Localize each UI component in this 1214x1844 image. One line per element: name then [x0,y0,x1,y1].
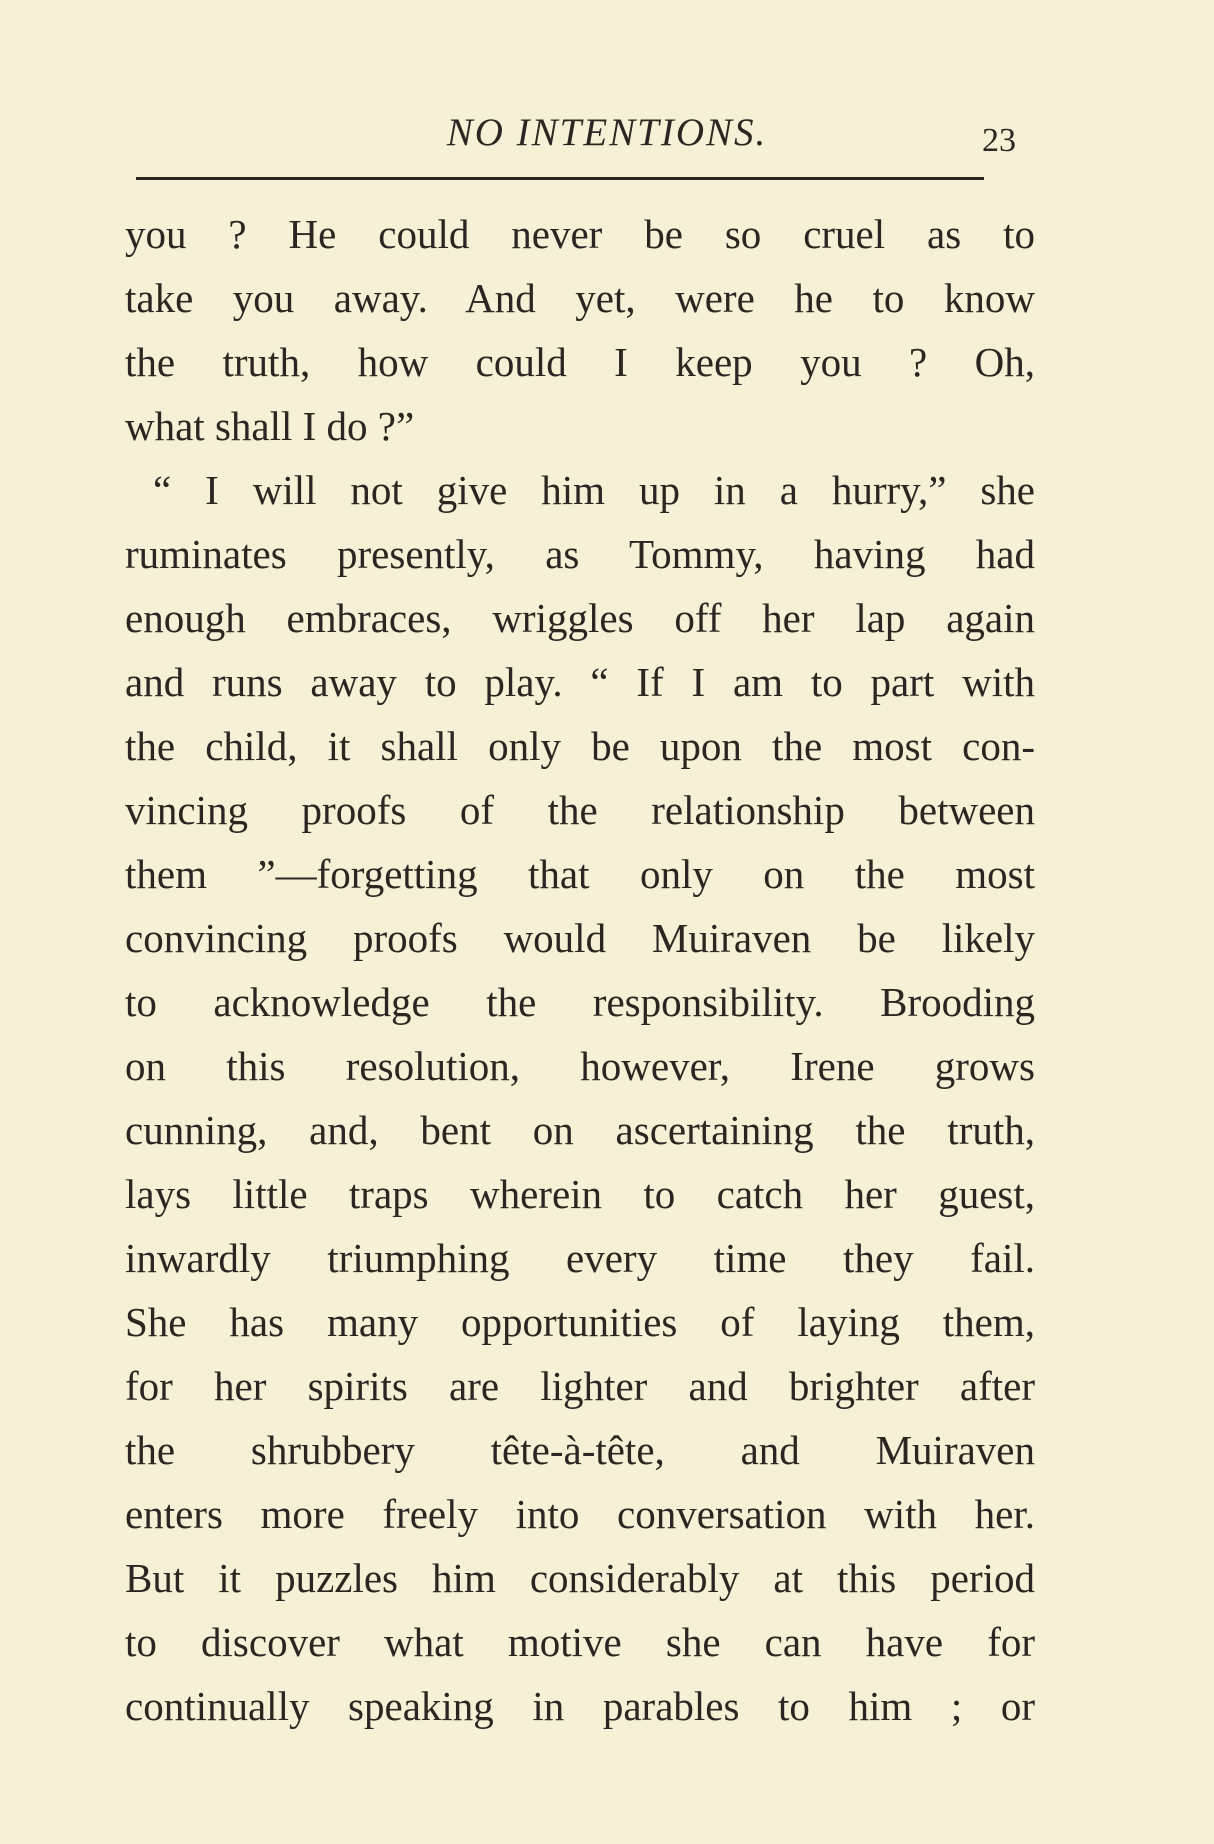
text-line: enters more freely into conversation with her. [125,1491,1035,1537]
text-line: cunning, and, bent on ascertaining the truth, [125,1107,1035,1153]
running-head [0,108,1214,158]
text-line: ruminates presently, as Tommy, having had [125,531,1035,577]
text-line: them ”—forgetting that only on the most [125,851,1035,897]
text-line: But it puzzles him considerably at this period [125,1555,1035,1601]
text-line: to discover what motive she can have for [125,1619,1035,1665]
text-line: what shall I do ?” [125,403,415,449]
text-line: and runs away to play. “ If I am to part with [125,659,1035,705]
header-rule [136,177,984,180]
page-number: 23 [982,122,1016,159]
text-line: on this resolution, however, Irene grows [125,1043,1035,1089]
text-line: the child, it shall only be upon the most con- [125,723,1035,769]
text-line: “ I will not give him up in a hurry,” she [153,467,1035,513]
text-line: for her spirits are lighter and brighter after [125,1363,1035,1409]
text-line: convincing proofs would Muiraven be likely [125,915,1035,961]
text-line: vincing proofs of the relationship between [125,787,1035,833]
text-line: continually speaking in parables to him ; or [125,1683,1035,1729]
text-line: lays little traps wherein to catch her guest, [125,1171,1035,1217]
text-line: you ? He could never be so cruel as to [125,211,1035,257]
body-text [125,202,1035,1738]
text-line: inwardly triumphing every time they fail. [125,1235,1035,1281]
text-line: to acknowledge the responsibility. Brooding [125,979,1035,1025]
text-line: the shrubbery tête-à-tête, and Muiraven [125,1427,1035,1473]
text-line: the truth, how could I keep you ? Oh, [125,339,1035,385]
text-line: enough embraces, wriggles off her lap again [125,595,1035,641]
running-title: NO INTENTIONS. [446,111,768,154]
text-line: She has many opportunities of laying them, [125,1299,1035,1345]
text-line: take you away. And yet, were he to know [125,275,1035,321]
